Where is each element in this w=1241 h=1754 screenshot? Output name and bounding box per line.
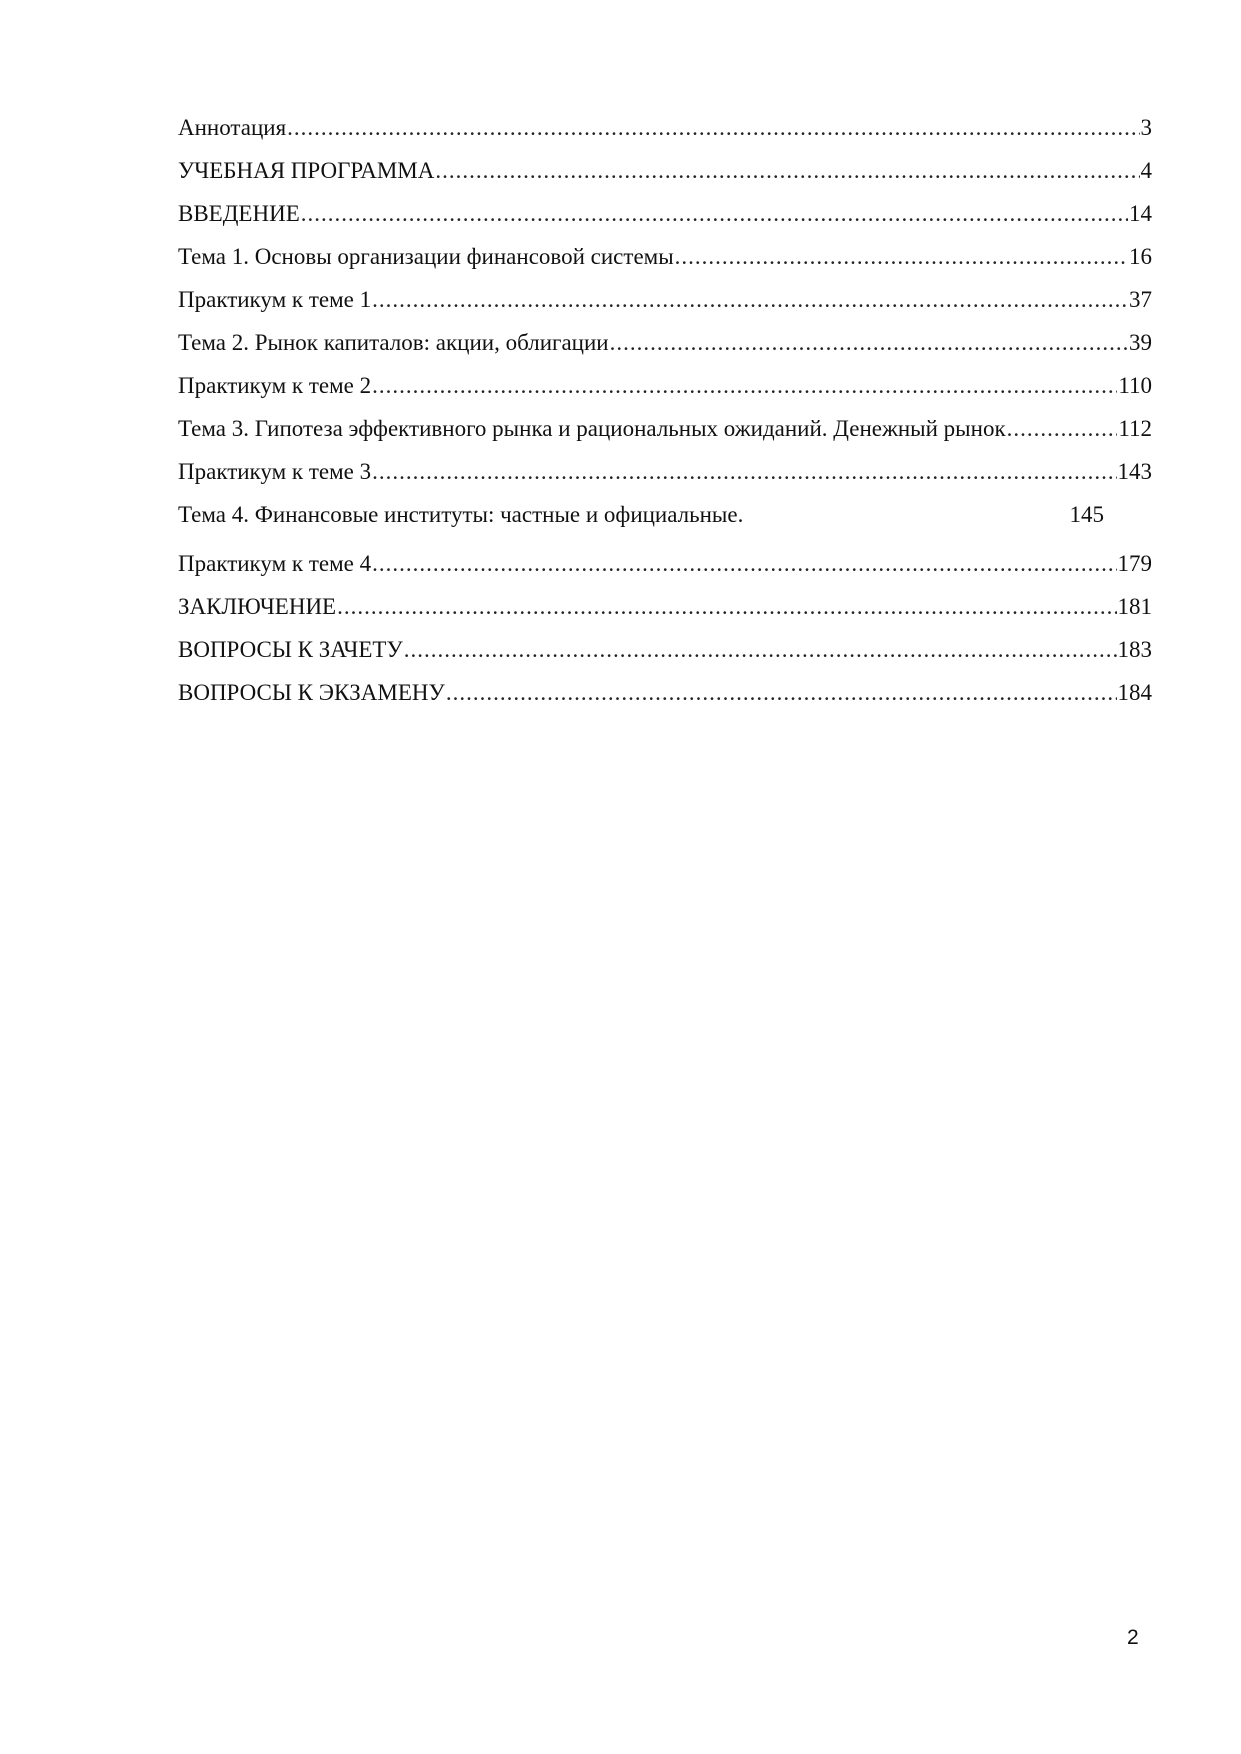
toc-entry-topic-4[interactable] — [178, 499, 1152, 531]
toc-entry-page: 37 — [1129, 287, 1152, 312]
toc-dot-leader — [337, 591, 1116, 623]
toc-entry-practicum-4[interactable] — [178, 548, 1152, 580]
toc-entry-page: 14 — [1129, 201, 1152, 226]
toc-dot-leader — [435, 155, 1139, 187]
toc-entry-page: 145 — [1069, 502, 1104, 527]
toc-dot-leader — [675, 241, 1128, 273]
toc-entry-page: 16 — [1129, 244, 1152, 269]
toc-dot-leader — [610, 327, 1128, 359]
toc-entry-credit-questions[interactable] — [178, 634, 1152, 666]
toc-entry-page: 184 — [1117, 680, 1152, 705]
toc-entry-title: ЗАКЛЮЧЕНИЕ — [178, 594, 337, 619]
toc-dot-leader — [287, 112, 1139, 144]
toc-entry-title: Аннотация — [178, 115, 287, 140]
toc-entry-title: Тема 2. Рынок капиталов: акции, облигации — [178, 330, 609, 355]
toc-dot-leader — [301, 198, 1128, 230]
toc-entry-introduction[interactable] — [178, 198, 1152, 230]
toc-entry-topic-2[interactable] — [178, 327, 1152, 359]
toc-dot-leader — [404, 634, 1117, 666]
toc-entry-title: Практикум к теме 3 — [178, 459, 372, 484]
toc-entry-page: 112 — [1118, 416, 1152, 441]
toc-entry-page: 143 — [1117, 459, 1152, 484]
toc-dot-leader — [372, 548, 1116, 580]
toc-entry-exam-questions[interactable] — [178, 677, 1152, 709]
toc-entry-practicum-3[interactable] — [178, 456, 1152, 488]
toc-dot-leader — [1007, 413, 1118, 445]
toc-entry-page: 181 — [1117, 594, 1152, 619]
toc-dot-leader — [372, 456, 1116, 488]
toc-entry-page: 3 — [1140, 115, 1152, 140]
page-number: 2 — [1127, 1626, 1139, 1649]
toc-entry-title: Тема 1. Основы организации финансовой системы — [178, 244, 674, 269]
toc-dot-leader — [372, 370, 1117, 402]
toc-entry-title: Практикум к теме 2 — [178, 373, 372, 398]
toc-entry-page: 183 — [1117, 637, 1152, 662]
toc-entry-title: Практикум к теме 4 — [178, 551, 372, 576]
toc-entry-topic-3[interactable] — [178, 413, 1152, 445]
toc-entry-page: 39 — [1129, 330, 1152, 355]
toc-entry-title: Тема 4. Финансовые институты: частные и официальные. — [178, 502, 744, 527]
toc-entry-title: Практикум к теме 1 — [178, 287, 372, 312]
toc-entry-practicum-1[interactable] — [178, 284, 1152, 316]
toc-entry-topic-1[interactable] — [178, 241, 1152, 273]
toc-entry-title: УЧЕБНАЯ ПРОГРАММА — [178, 158, 435, 183]
toc-entry-page: 179 — [1117, 551, 1152, 576]
toc-entry-conclusion[interactable] — [178, 591, 1152, 623]
toc-entry-title: Тема 3. Гипотеза эффективного рынка и рациональных ожиданий. Денежный рынок — [178, 416, 1006, 441]
toc-entry-title: ВВЕДЕНИЕ — [178, 201, 300, 226]
toc-entry-practicum-2[interactable] — [178, 370, 1152, 402]
toc-entry-curriculum[interactable] — [178, 155, 1152, 187]
toc-entry-title: ВОПРОСЫ К ЭКЗАМЕНУ — [178, 680, 445, 705]
toc-entry-page: 110 — [1118, 373, 1152, 398]
toc-entry-annotation[interactable] — [178, 112, 1152, 144]
toc-dot-leader — [446, 677, 1117, 709]
toc-entry-title: ВОПРОСЫ К ЗАЧЕТУ — [178, 637, 403, 662]
toc-entry-page: 4 — [1140, 158, 1152, 183]
toc-dot-leader — [372, 284, 1128, 316]
